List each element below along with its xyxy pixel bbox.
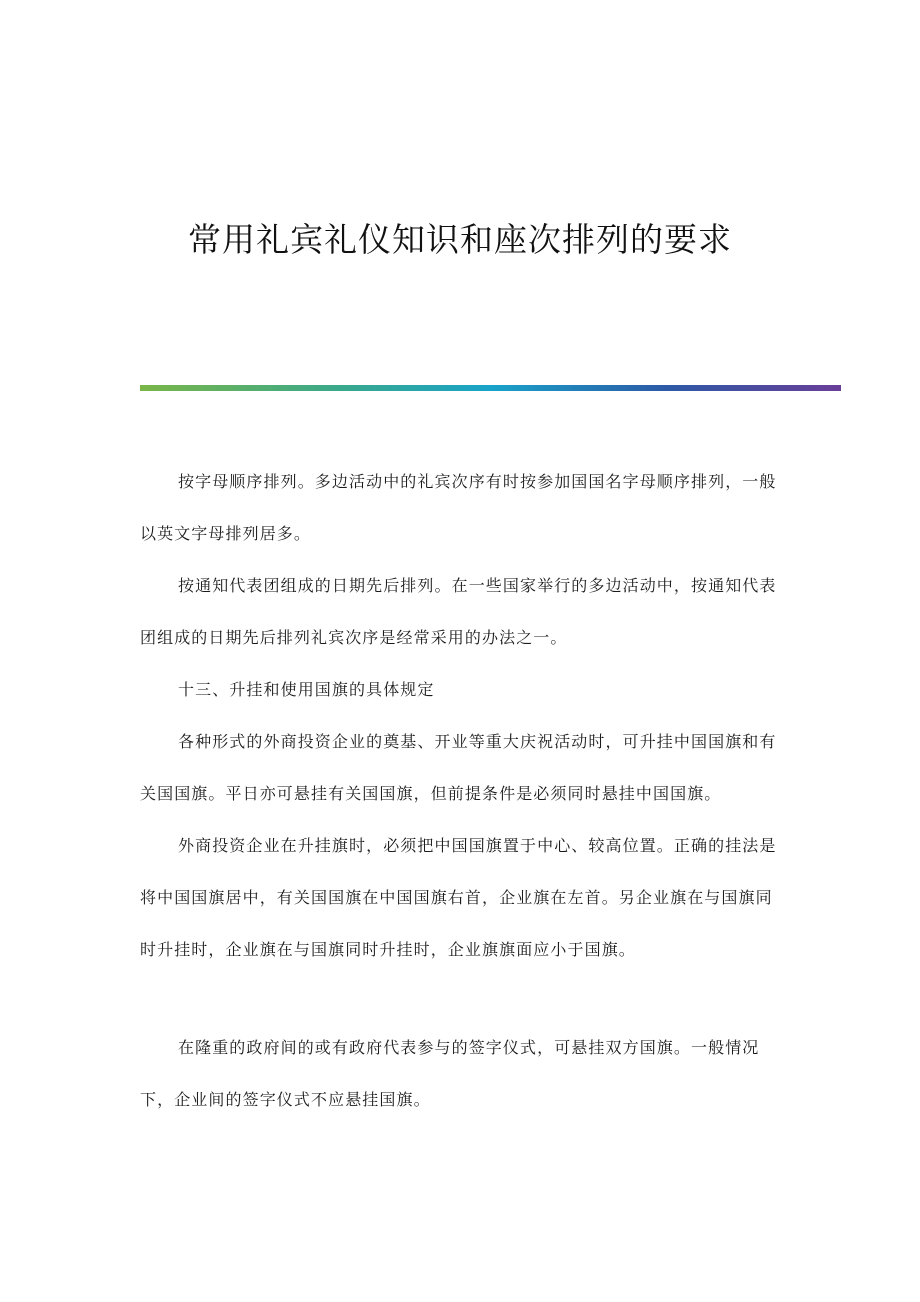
document-body (140, 456, 780, 1126)
section-heading-flag-rules: 十三、升挂和使用国旗的具体规定 (178, 680, 435, 699)
paragraph-alphabetical-order: 按字母顺序排列。多边活动中的礼宾次序有时按参加国国名字母顺序排列，一般以英文字母排列居多。 (140, 472, 777, 543)
paragraph-flag-placement: 外商投资企业在升挂旗时，必须把中国国旗置于中心、较高位置。正确的挂法是将中国国旗居中，有关国国旗在中国国旗右首，企业旗在左首。另企业旗在与国旗同时升挂时，企业旗在与国旗同时升挂时，企业旗旗面应小于国旗。 (140, 836, 777, 959)
paragraph-flag-raising-occasions: 各种形式的外商投资企业的奠基、开业等重大庆祝活动时，可升挂中国国旗和有关国国旗。平日亦可悬挂有关国国旗，但前提条件是必须同时悬挂中国国旗。 (140, 732, 777, 803)
document-title: 常用礼宾礼仪知识和座次排列的要求 (188, 220, 732, 259)
gradient-divider (140, 385, 841, 391)
paragraph-signing-ceremony-flags: 在隆重的政府间的或有政府代表参与的签字仪式，可悬挂双方国旗。一般情况下，企业间的签字仪式不应悬挂国旗。 (140, 1038, 760, 1109)
paragraph-notification-date-order: 按通知代表团组成的日期先后排列。在一些国家举行的多边活动中，按通知代表团组成的日期先后排列礼宾次序是经常采用的办法之一。 (140, 576, 777, 647)
